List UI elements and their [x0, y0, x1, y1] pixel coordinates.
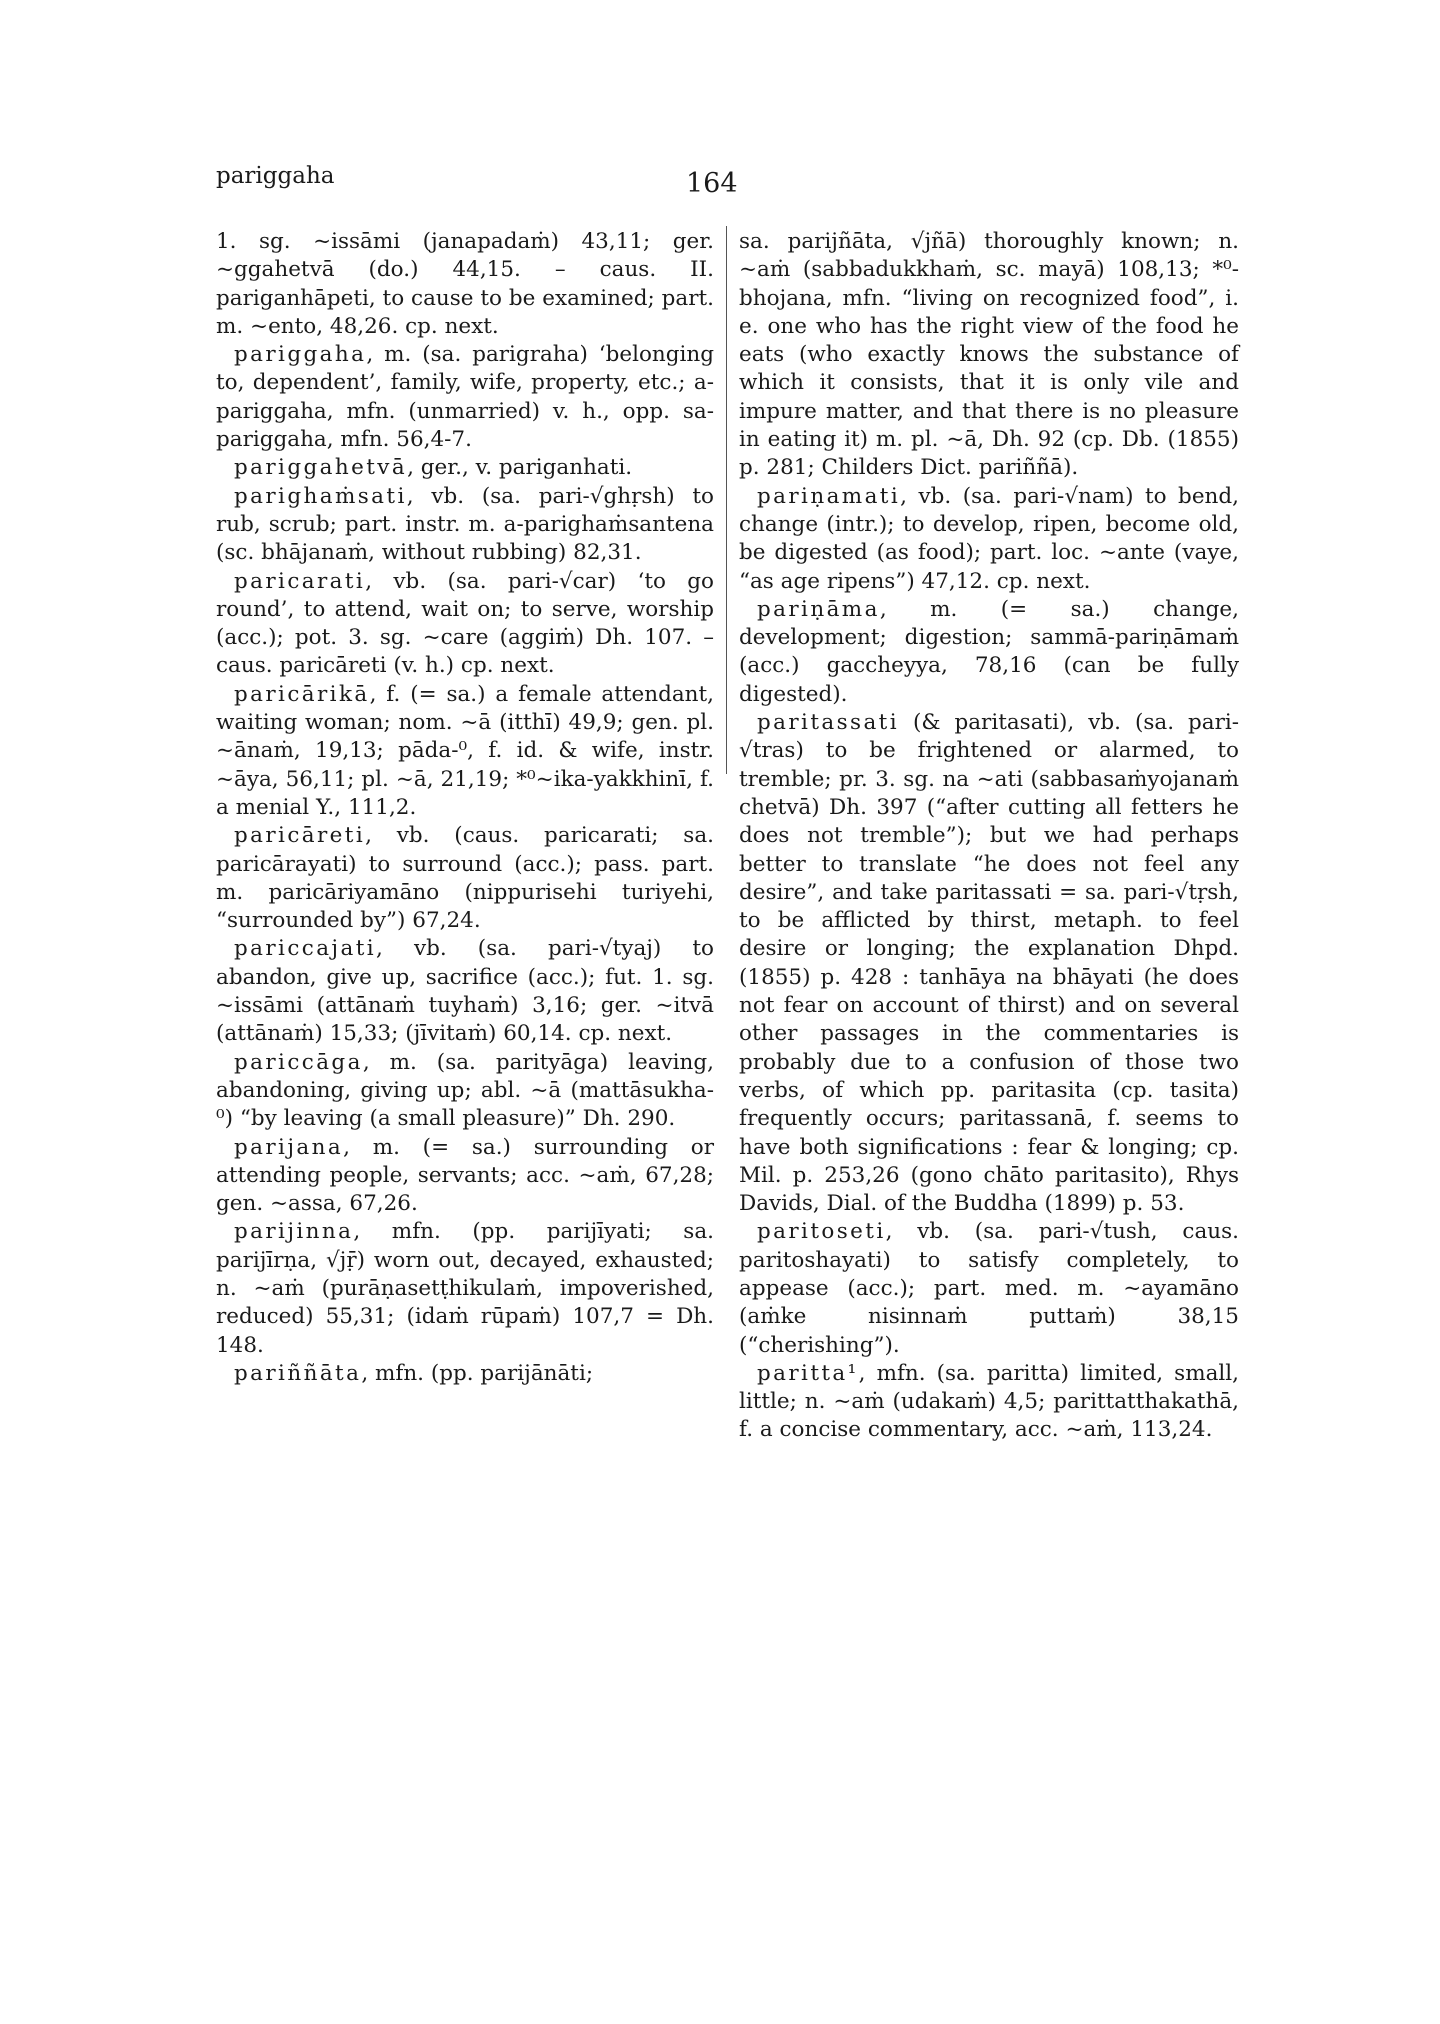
entry-headword: pariggaha	[234, 342, 367, 368]
dictionary-entry	[216, 1360, 714, 1388]
dictionary-entry	[216, 1049, 714, 1134]
entry-headword: pariṇāma	[757, 596, 880, 622]
entry-headword: pariññāta	[234, 1360, 362, 1386]
entry-headword: parijana	[234, 1134, 344, 1160]
entry-headword: pariccajati	[234, 936, 377, 962]
entry-text: , vb. (sa. pari-√tyaj) to abandon, give up, sacrifice (acc.); fut. 1. sg. ~issāmi (attānaṁ tuyhaṁ) 3,16; ger. ~itvā (attānaṁ) 15,33; (jīvitaṁ) 60,14. cp. next.	[216, 936, 714, 1047]
dictionary-entry	[216, 1218, 714, 1359]
entry-text: , vb. (sa. pari-√car) ‘to go round’, to attend, wait on; to serve, worship (acc.); pot. 3. sg. ~care (aggiṁ) Dh. 107. – caus. paricāreti (v. h.) cp. next.	[216, 568, 714, 679]
entry-text: , vb. (sa. pari-√nam) to bend, change (intr.); to develop, ripen, become old, be digested (as food); part. loc. ~ante (vaye, “as age ripens”) 47,12. cp. next.	[739, 483, 1239, 594]
entry-text: , vb. (sa. pari-√tush, caus. paritoshayati) to satisfy completely, to appease (acc.); part. med. m. ~ayamāno (aṁke nisinnaṁ puttaṁ) 38,15 (“cherishing”).	[739, 1219, 1239, 1358]
dictionary-entry	[739, 709, 1239, 1218]
entry-text: , mfn. (pp. parijānāti;	[361, 1360, 594, 1386]
entry-text: , ger., v. pariganhati.	[407, 455, 633, 481]
entry-text: , m. (sa. parityāga) leaving, abandoning, giving up; abl. ~ā (mattāsukha-⁰) “by leaving (a small pleasure)” Dh. 290.	[216, 1049, 714, 1132]
entry-headword: paritta¹	[757, 1360, 859, 1386]
entry-text: , mfn. (sa. paritta) limited, small, little; n. ~aṁ (udakaṁ) 4,5; parittatthakathā, f. a concise commentary, acc. ~aṁ, 113,24.	[739, 1360, 1239, 1443]
entry-text: 1. sg. ~issāmi (janapadaṁ) 43,11; ger. ~ggahetvā (do.) 44,15. – caus. II. pariganhāpeti, to cause to be examined; part. m. ~ento, 48,26. cp. next.	[216, 229, 714, 339]
left-column	[216, 228, 714, 1388]
entry-headword: pariggahetvā	[234, 455, 408, 481]
entry-text: , vb. (caus. paricarati; sa. paricārayati) to surround (acc.); pass. part. m. paricāriyamāno (nippurisehi turiyehi, “surrounded by”) 67,24.	[216, 823, 714, 934]
right-column	[739, 228, 1239, 1445]
entry-headword: pariccāga	[234, 1049, 363, 1075]
entry-text: (& paritasati), vb. (sa. pari-√tras) to be frightened or alarmed, to tremble; pr. 3. sg. na ~ati (sabbasaṁyojanaṁ chetvā) Dh. 397 (“after cutting all fetters he does not tremble”); but we had perhaps better to translate “he does not feel any desire”, and take paritassati = sa. pari-√tṛsh, to be afflicted by thirst, metaph. to feel desire or longing; the explanation Dhpd. (1855) p. 428 : tanhāya na bhāyati (he does not fear on account of thirst) and on several other passages in the commentaries is probably due to a confusion of those two verbs, of which pp. paritasita (cp. tasita) frequently occurs; paritassanā, f. seems to have both significations : fear & longing; cp. Mil. p. 253,26 (gono chāto paritasito), Rhys Davids, Dial. of the Buddha (1899) p. 53.	[739, 710, 1239, 1217]
entry-headword: parighaṁsati	[234, 483, 407, 509]
entry-headword: pariṇamati	[757, 483, 901, 509]
entry-headword: paritoseti	[757, 1219, 886, 1245]
entry-text: , vb. (sa. pari-√ghṛsh) to rub, scrub; part. instr. m. a-parighaṁsantena (sc. bhājanaṁ, without rubbing) 82,31.	[216, 483, 714, 566]
entry-text: , m. (= sa.) surrounding or attending people, servants; acc. ~aṁ, 67,28; gen. ~assa, 67,26.	[216, 1134, 714, 1217]
dictionary-entry	[739, 483, 1239, 596]
dictionary-entry	[216, 1134, 714, 1219]
dictionary-entry	[216, 822, 714, 935]
dictionary-entry	[216, 454, 714, 482]
entry-text: , mfn. (pp. parijīyati; sa. parijīrṇa, √jṝ) worn out, decayed, exhausted; n. ~aṁ (purāṇasetṭhikulaṁ, impoverished, reduced) 55,31; (idaṁ rūpaṁ) 107,7 = Dh. 148.	[216, 1219, 714, 1358]
dictionary-entry	[216, 228, 714, 341]
running-head: pariggaha	[216, 163, 335, 189]
column-divider	[726, 226, 727, 774]
entry-text: , f. (= sa.) a female attendant, waiting woman; nom. ~ā (itthī) 49,9; gen. pl. ~ānaṁ, 19,13; pāda-⁰, f. id. & wife, instr. ~āya, 56,11; pl. ~ā, 21,19; *⁰~ika-yakkhinī, f. a menial Y., 111,2.	[216, 681, 714, 820]
entry-headword: paricārikā	[234, 681, 370, 707]
entry-text: sa. parijñāta, √jñā) thoroughly known; n. ~aṁ (sabbadukkhaṁ, sc. mayā) 108,13; *⁰-bhojana, mfn. “living on recognized food”, i. e. one who has the right view of the food he eats (who exactly knows the substance of which it consists, that it is only vile and impure matter, and that there is no pleasure in eating it) m. pl. ~ā, Dh. 92 (cp. Db. (1855) p. 281; Childers Dict. pariññā).	[739, 229, 1239, 481]
dictionary-entry	[216, 483, 714, 568]
entry-headword: paricarati	[234, 568, 366, 594]
dictionary-entry	[216, 341, 714, 454]
entry-text: , m. (= sa.) change, development; digestion; sammā-pariṇāmaṁ (acc.) gaccheyya, 78,16 (can be fully digested).	[739, 596, 1239, 707]
dictionary-entry	[739, 1218, 1239, 1359]
page-number: 164	[686, 168, 738, 199]
dictionary-entry	[216, 681, 714, 822]
entry-headword: paricāreti	[234, 823, 366, 849]
dictionary-entry	[739, 596, 1239, 709]
dictionary-entry	[216, 935, 714, 1048]
entry-headword: paritassati	[757, 710, 899, 736]
dictionary-entry	[216, 568, 714, 681]
dictionary-entry	[739, 228, 1239, 483]
dictionary-entry	[739, 1360, 1239, 1445]
entry-text: , m. (sa. parigraha) ‘belonging to, dependent’, family, wife, property, etc.; a-pariggaha, mfn. (unmarried) v. h., opp. sa-pariggaha, mfn. 56,4-7.	[216, 342, 714, 453]
entry-headword: parijinna	[234, 1219, 354, 1245]
